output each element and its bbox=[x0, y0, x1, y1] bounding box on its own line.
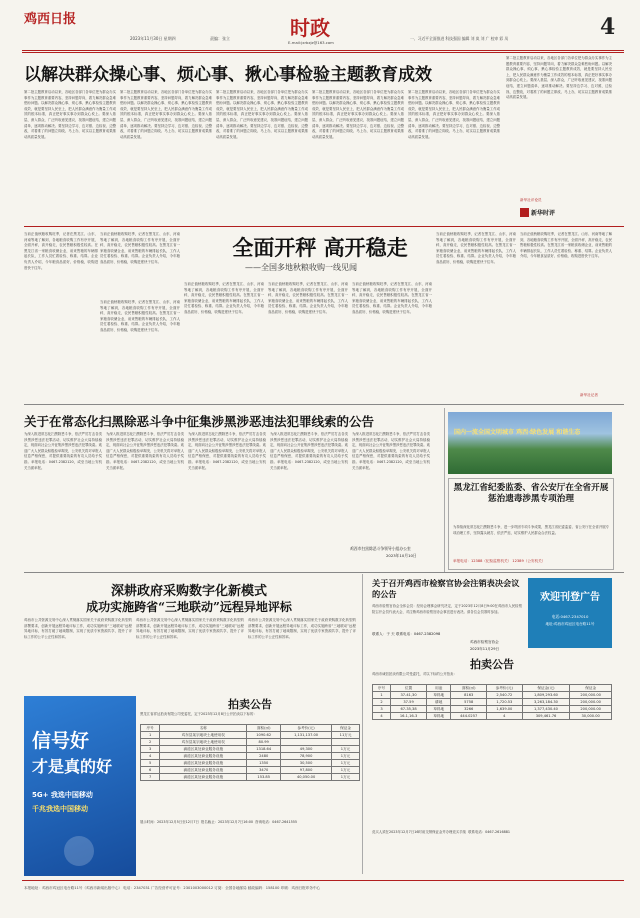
top-story-headline: 以解决群众操心事、烦心事、揪心事检验主题教育成效 bbox=[24, 65, 432, 85]
ad-phone: 电话:0467-2347010 bbox=[551, 614, 589, 619]
table-cell: 2,540.72 bbox=[487, 692, 523, 699]
table-header: 保证金 bbox=[332, 725, 360, 732]
table-cell: 3 bbox=[373, 706, 391, 713]
table-cell: 11万元 bbox=[332, 732, 360, 739]
table-cell: 4 bbox=[487, 713, 523, 720]
mobile-ad-logo-icon bbox=[64, 836, 94, 866]
table-cell: 200,000.00 bbox=[570, 692, 612, 699]
table-cell: 1万元 bbox=[332, 746, 360, 753]
auction-right-title: 拍卖公告 bbox=[470, 658, 514, 671]
table-cell: 444.0257 bbox=[451, 713, 487, 720]
table-cell: 40,050.00 bbox=[281, 774, 332, 781]
table-cell: 2 bbox=[373, 699, 391, 706]
table-cell: 309,461.76 bbox=[522, 713, 570, 720]
table-cell: 草料地 bbox=[427, 706, 451, 713]
table-cell bbox=[332, 739, 360, 746]
feature-body-col-6: 当前正值秋粮收购旺季，记者在黑龙江、山东、河南等地了解到，各地粮食收购工作有序开展，全面开秤，高开稳走，农民售粮积极性较高。在黑龙江省一家粮食收储企业，前来售粮的车辆排起长队，工作人员忙着检验、称重、结算。企业负责人介绍，今年粮食品质好、价格稳，收购进度快于往年。 bbox=[520, 232, 612, 259]
notice-col-3: 为深入推进常态化扫黑除恶斗争，依法严厉打击各类涉黑涉恶违法犯罪活动，切实维护社会大局持续稳定，现面向社会公开征集涉黑涉恶违法犯罪线索。欢迎广大人民群众积极检举揭发，公安机关将对举报人信息严格保密，对提供重要线索的有功人员给予奖励。举报电话：0467-2382120，或至当地公安机关当面举报。 bbox=[188, 432, 266, 470]
feature-body-col-1: 当前正值秋粮收购旺季，记者在黑龙江、山东、河南等地了解到，各地粮食收购工作有序开展，全面开秤，高开稳走，农民售粮积极性较高。在黑龙江省一家粮食收储企业，前来售粮的车辆排起长队，工作人员忙着检验、称重、结算。企业负责人介绍，今年粮食品质好、价格稳，收购进度快于往年。 bbox=[100, 300, 180, 332]
ad-address: 地址:鸡西市鸡冠区电台路11号 bbox=[545, 622, 595, 626]
table-cell: 1,809,293.60 bbox=[522, 692, 570, 699]
notice-col-5: 为深入推进常态化扫黑除恶斗争，依法严厉打击各类涉黑涉恶违法犯罪活动，切实维护社会大局持续稳定，现面向社会公开征集涉黑涉恶违法犯罪线索。欢迎广大人民群众积极检举揭发，公安机关将对举报人信息严格保密，对提供重要线索的有功人员给予奖励。举报电话：0467-2382120，或至当地公安机关当面举报。 bbox=[352, 432, 430, 470]
feature-body-col-5: 当前正值秋粮收购旺季，记者在黑龙江、山东、河南等地了解到，各地粮食收购工作有序开展，全面开秤，高开稳走，农民售粮积极性较高。在黑龙江省一家粮食收储企业，前来售粮的车辆排起长队，工作人员忙着检验、称重、结算。企业负责人介绍，今年粮食品质好、价格稳，收购进度快于往年。 bbox=[436, 232, 516, 264]
xinhua-label: 新华时评 bbox=[531, 209, 556, 217]
table-cell: 草料地 bbox=[427, 713, 451, 720]
feature-subhead: ——全国多地秋粮收购一线见闻 bbox=[245, 263, 357, 272]
procurement-headline-1: 深耕政府采购数字化新模式 bbox=[110, 584, 267, 599]
table-cell: 200,000.00 bbox=[570, 706, 612, 713]
table-cell: 5758 bbox=[451, 699, 487, 706]
top-story-byline: 新华社评论员 bbox=[520, 198, 542, 202]
newspaper-logo: 鸡西日报 bbox=[24, 12, 77, 27]
table-cell: 5 bbox=[141, 760, 160, 767]
table-cell: 滴道区某处商业服务设施 bbox=[160, 746, 247, 753]
masthead bbox=[0, 0, 640, 52]
table-cell: 鸡东县某宗地块土地使用权 bbox=[160, 732, 247, 739]
table-cell: 滴道区某处商业服务设施 bbox=[160, 767, 247, 774]
table-cell: 1 bbox=[141, 732, 160, 739]
notice-col-4: 为深入推进常态化扫黑除恶斗争，依法严厉打击各类涉黑涉恶违法犯罪活动，切实维护社会大局持续稳定，现面向社会公开征集涉黑涉恶违法犯罪线索。欢迎广大人民群众积极检举揭发，公安机关将对举报人信息严格保密，对提供重要线索的有功人员给予奖励。举报电话：0467-2382120，或至当地公安机关当面举报。 bbox=[270, 432, 348, 470]
table-cell: 78,900 bbox=[281, 753, 332, 760]
notice-headline: 关于在常态化扫黑除恶斗争中征集涉黑涉恶违法犯罪线索的公告 bbox=[24, 414, 375, 429]
heilongjiang-phone: 举报电话：12388（纪检监察机关） 12389（公安机关） bbox=[453, 559, 546, 563]
top-story-col-6: 第二批主题教育启动以来，各地区各部门各单位把为群众办实事作为主题教育重要内容，坚持问题导向，着力解决群众急难愁盼问题。以解决群众操心事、烦心事、揪心事检验主题教育成效，就是要坚持人民至上，把人民群众满意作为衡量工作成效的根本标准，真正把好事实事办到群众心坎上。要深入基层、深入群众，广泛听取意见建议，找准问题症结，建立问题清单，逐项推动解决。要坚持边学习、边对照、边检视、边整改，对看准了的问题立即改、马上办，切实以主题教育成果推动高质量发展。 bbox=[506, 56, 612, 100]
feature-body-col-3: 当前正值秋粮收购旺季，记者在黑龙江、山东、河南等地了解到，各地粮食收购工作有序开展，全面开秤，高开稳走，农民售粮积极性较高。在黑龙江省一家粮食收储企业，前来售粮的车辆排起长队，工作人员忙着检验、称重、结算。企业负责人介绍，今年粮食品质好、价格稳，收购进度快于往年。 bbox=[268, 282, 348, 314]
mobile-ad-slogan: 千兆我选中国移动 bbox=[32, 805, 88, 813]
table-row bbox=[373, 692, 612, 699]
xinhua-commentary-logo bbox=[520, 206, 580, 218]
prosecutor-date: 2023年11月29日 bbox=[470, 647, 500, 651]
table-header: 名称 bbox=[160, 725, 247, 732]
feature-body-col-2: 当前正值秋粮收购旺季，记者在黑龙江、山东、河南等地了解到，各地粮食收购工作有序开展，全面开秤，高开稳走，农民售粮积极性较高。在黑龙江省一家粮食收储企业，前来售粮的车辆排起长队，工作人员忙着检验、称重、结算。企业负责人介绍，今年粮食品质好、价格稳，收购进度快于往年。 bbox=[184, 282, 264, 314]
top-story-col-1: 第二批主题教育启动以来，各地区各部门各单位把为群众办实事作为主题教育重要内容，坚持问题导向，着力解决群众急难愁盼问题。以解决群众操心事、烦心事、揪心事检验主题教育成效，就是要坚持人民至上，把人民群众满意作为衡量工作成效的根本标准，真正把好事实事办到群众心坎上。要深入基层、深入群众，广泛听取意见建议，找准问题症结，建立问题清单，逐项推动解决。要坚持边学习、边对照、边检视、边整改，对看准了的问题立即改、马上办，切实以主题教育成果推动高质量发展。 bbox=[24, 90, 116, 139]
feature-headline: 全面开秤 高开稳走 bbox=[232, 235, 408, 260]
table-row bbox=[141, 739, 360, 746]
heilongjiang-headline: 黑龙江省纪委监委、省公安厅在全省开展惩治遗毒涉黑专项治理 bbox=[453, 483, 609, 504]
prosecutor-contact: 联系人：于 天 联系电话：0467-2382098 bbox=[372, 632, 441, 636]
prosecutor-body: 鸡西市检察官协会全体会员：经协会理事会研究决定，定于2023年12月8日9:00在鸡西市人民检察院召开会员代表大会，对注销鸡西市检察官协会事宜进行表决。请各位会员准时参加。 bbox=[372, 604, 522, 614]
table-cell: 200,000.00 bbox=[570, 699, 612, 706]
table-row bbox=[373, 713, 612, 720]
table-cell: 1万元 bbox=[332, 760, 360, 767]
table-header: 序号 bbox=[373, 685, 391, 692]
table-cell: 1 bbox=[373, 692, 391, 699]
table-cell: 滴道区某处商业服务设施 bbox=[160, 774, 247, 781]
table-cell: 1318.64 bbox=[247, 746, 281, 753]
table-cell: 3470 bbox=[247, 767, 281, 774]
table-cell: 滴道区某处商业服务设施 bbox=[160, 753, 247, 760]
ad-title: 欢迎刊登广告 bbox=[540, 592, 600, 603]
table-cell: 耕地 bbox=[427, 699, 451, 706]
table-header: 保证金 bbox=[570, 685, 612, 692]
heilongjiang-box bbox=[448, 478, 614, 570]
table-row bbox=[141, 767, 360, 774]
table-header: 位置 bbox=[390, 685, 426, 692]
table-header: 保证金(元) bbox=[522, 685, 570, 692]
table-cell: 67-35,38 bbox=[390, 706, 426, 713]
table-cell: 30,000.00 bbox=[570, 713, 612, 720]
table-cell: 153.85 bbox=[247, 774, 281, 781]
table-header: 用途 bbox=[427, 685, 451, 692]
section-title: 时政 bbox=[290, 16, 330, 40]
auction-right-header-row bbox=[373, 685, 612, 692]
notice-col-1: 为深入推进常态化扫黑除恶斗争，依法严厉打击各类涉黑涉恶违法犯罪活动，切实维护社会大局持续稳定，现面向社会公开征集涉黑涉恶违法犯罪线索。欢迎广大人民群众积极检举揭发，公安机关将对举报人信息严格保密，对提供重要线索的有功人员给予奖励。举报电话：0467-2382120，或至当地公安机关当面举报。 bbox=[24, 432, 102, 470]
table-cell: 3,263,184.30 bbox=[522, 699, 570, 706]
table-header: 面积(㎡) bbox=[451, 685, 487, 692]
heilongjiang-body: 为持续深化常态化扫黑除恶斗争，进一步巩固专项斗争成果，黑龙江省纪委监委、省公安厅在全省开展专项治理工作，坚持露头就打、依法严惩，切实维护人民群众合法权益。 bbox=[453, 525, 609, 535]
procurement-col-3: 鸡西市公共资源交易中心深入贯彻落实国家关于政府采购数字化转型的部署要求，创新开展远程异地评标工作，成功实施跨省“三地联动”远程异地评标，有效打破了地域限制，实现了优质专家资源共享，提升了评标工作的公平公正性和效率。 bbox=[248, 618, 356, 639]
auction-left-intro: 黑龙江省祥达拍卖有限公司受委托，定于2023年12月8日公开拍卖以下标的： bbox=[140, 712, 257, 716]
table-cell: 1,377,430.40 bbox=[522, 706, 570, 713]
top-story-col-4: 第二批主题教育启动以来，各地区各部门各单位把为群众办实事作为主题教育重要内容，坚持问题导向，着力解决群众急难愁盼问题。以解决群众操心事、烦心事、揪心事检验主题教育成效，就是要坚持人民至上，把人民群众满意作为衡量工作成效的根本标准，真正把好事实事办到群众心坎上。要深入基层、深入群众，广泛听取意见建议，找准问题症结，建立问题清单，逐项推动解决。要坚持边学习、边对照、边检视、边整改，对看准了的问题立即改、马上办，切实以主题教育成果推动高质量发展。 bbox=[312, 90, 404, 139]
section-email: E-mail:jxrbzjz@163.com bbox=[288, 40, 334, 45]
auction-left-header-row bbox=[141, 725, 360, 732]
table-row bbox=[141, 746, 360, 753]
procurement-col-2: 鸡西市公共资源交易中心深入贯彻落实国家关于政府采购数字化转型的部署要求，创新开展远程异地评标工作，成功实施跨省“三地联动”远程异地评标，有效打破了地域限制，实现了优质专家资源共享，提升了评标工作的公平公正性和效率。 bbox=[136, 618, 244, 639]
feature-body-col-4: 当前正值秋粮收购旺季，记者在黑龙江、山东、河南等地了解到，各地粮食收购工作有序开展，全面开秤，高开稳走，农民售粮积极性较高。在黑龙江省一家粮食收储企业，前来售粮的车辆排起长队，工作人员忙着检验、称重、结算。企业负责人介绍，今年粮食品质好、价格稳，收购进度快于往年。 bbox=[352, 282, 432, 314]
table-row bbox=[141, 760, 360, 767]
auction-left-title: 拍卖公告 bbox=[228, 698, 272, 711]
table-cell: 97,800 bbox=[281, 767, 332, 774]
feature-credit: 新华社记者 bbox=[580, 393, 598, 397]
table-cell: 37-59 bbox=[390, 699, 426, 706]
procurement-headline-2: 成功实施跨省“三地联动”远程异地评标 bbox=[86, 600, 292, 614]
table-cell: 1万元 bbox=[332, 753, 360, 760]
table-cell: 2 bbox=[141, 739, 160, 746]
table-cell: 6 bbox=[141, 767, 160, 774]
ad-box bbox=[528, 578, 612, 648]
auction-right-table bbox=[372, 684, 612, 720]
notice-signature: 鸡西市扫黑除恶斗争领导小组办公室 bbox=[350, 546, 411, 551]
feature-left-col-2: 当前正值秋粮收购旺季，记者在黑龙江、山东、河南等地了解到，各地粮食收购工作有序开展，全面开秤，高开稳走，农民售粮积极性较高。在黑龙江省一家粮食收储企业，前来售粮的车辆排起长队，工作人员忙着检验、称重、结算。企业负责人介绍，今年粮食品质好、价格稳，收购进度快于往年。 bbox=[100, 232, 180, 264]
table-header: 参考价(元) bbox=[487, 685, 523, 692]
table-row bbox=[373, 706, 612, 713]
photo-caption: 国内一流全国文明城市 鸡西·绿色发展 和谐生态 bbox=[454, 429, 581, 436]
top-story-col-3: 第二批主题教育启动以来，各地区各部门各单位把为群众办实事作为主题教育重要内容，坚持问题导向，着力解决群众急难愁盼问题。以解决群众操心事、烦心事、揪心事检验主题教育成效，就是要坚持人民至上，把人民群众满意作为衡量工作成效的根本标准，真正把好事实事办到群众心坎上。要深入基层、深入群众，广泛听取意见建议，找准问题症结，建立问题清单，逐项推动解决。要坚持边学习、边对照、边检视、边整改，对看准了的问题立即改、马上办，切实以主题教育成果推动高质量发展。 bbox=[216, 90, 308, 139]
procurement-col-1: 鸡西市公共资源交易中心深入贯彻落实国家关于政府采购数字化转型的部署要求，创新开展远程异地评标工作，成功实施跨省“三地联动”远程异地评标，有效打破了地域限制，实现了优质专家资源共享，提升了评标工作的公平公正性和效率。 bbox=[24, 618, 132, 639]
table-cell: 37-41,30 bbox=[390, 692, 426, 699]
notice-date: 2023年10月10日 bbox=[386, 553, 417, 558]
table-cell: 16-1,16-3 bbox=[390, 713, 426, 720]
prosecutor-headline: 关于召开鸡西市检察官协会注销表决会议的公告 bbox=[372, 578, 520, 599]
table-cell: 1万元 bbox=[332, 774, 360, 781]
mobile-ad-tag: 5G+ 我选中国移动 bbox=[32, 791, 93, 799]
table-header: 面积(㎡) bbox=[247, 725, 281, 732]
table-cell: 1万元 bbox=[332, 767, 360, 774]
mobile-ad bbox=[24, 696, 136, 876]
auction-left-table bbox=[140, 724, 360, 781]
table-cell: 4 bbox=[141, 753, 160, 760]
table-row bbox=[141, 732, 360, 739]
table-cell: 滴道区某处商业服务设施 bbox=[160, 760, 247, 767]
table-row bbox=[373, 699, 612, 706]
table-cell: 1350 bbox=[247, 760, 281, 767]
editor-line: 责编：张立 bbox=[210, 36, 230, 41]
table-cell: 80.99 bbox=[247, 739, 281, 746]
table-cell: 49,300 bbox=[281, 746, 332, 753]
notice-col-2: 为深入推进常态化扫黑除恶斗争，依法严厉打击各类涉黑涉恶违法犯罪活动，切实维护社会大局持续稳定，现面向社会公开征集涉黑涉恶违法犯罪线索。欢迎广大人民群众积极检举揭发，公安机关将对举报人信息严格保密，对提供重要线索的有功人员给予奖励。举报电话：0467-2382120，或至当地公安机关当面举报。 bbox=[106, 432, 184, 470]
table-cell: 7 bbox=[141, 774, 160, 781]
page-number: 4 bbox=[600, 14, 616, 40]
table-cell: 鸡东县某宗地块土地使用权 bbox=[160, 739, 247, 746]
table-cell: 1090.62 bbox=[247, 732, 281, 739]
table-cell: 草料地 bbox=[427, 692, 451, 699]
table-cell: 8163 bbox=[451, 692, 487, 699]
table-cell: 1,131,137.00 bbox=[281, 732, 332, 739]
mobile-ad-line1: 信号好 bbox=[32, 730, 90, 752]
table-cell: 1,639.00 bbox=[487, 706, 523, 713]
table-cell bbox=[281, 739, 332, 746]
page-footer: 本报地址：鸡西市鸡冠区电台路11号（鸡西市新闻出版中心） 电话：2347031 广告经营许可证号：2301003000012 订阅：全国各地邮局 邮政编码：158100 印刷：鸡西日报印务中心 bbox=[24, 886, 321, 890]
feature-left-col-1: 当前正值秋粮收购旺季，记者在黑龙江、山东、河南等地了解到，各地粮食收购工作有序开展，全面开秤，高开稳走，农民售粮积极性较高。在黑龙江省一家粮食收储企业，前来售粮的车辆排起长队，工作人员忙着检验、称重、结算。企业负责人介绍，今年粮食品质好、价格稳，收购进度快于往年。 bbox=[24, 232, 98, 270]
table-cell: 3 bbox=[141, 746, 160, 753]
table-cell: 30,500 bbox=[281, 760, 332, 767]
table-header: 参考价(元) bbox=[281, 725, 332, 732]
date-line: 2023年11月30日 星期四 bbox=[130, 36, 176, 41]
table-cell: 1,720.53 bbox=[487, 699, 523, 706]
table-cell: 4 bbox=[373, 713, 391, 720]
auction-left-footer: 展示时间：2023年12月5日至12月7日 报名截止：2023年12月7日16:00 咨询电话：0467-2641555 bbox=[140, 820, 298, 824]
table-cell: 3266 bbox=[451, 706, 487, 713]
top-story-col-5: 第二批主题教育启动以来，各地区各部门各单位把为群众办实事作为主题教育重要内容，坚持问题导向，着力解决群众急难愁盼问题。以解决群众操心事、烦心事、揪心事检验主题教育成效，就是要坚持人民至上，把人民群众满意作为衡量工作成效的根本标准，真正把好事实事办到群众心坎上。要深入基层、深入群众，广泛听取意见建议，找准问题症结，建立问题清单，逐项推动解决。要坚持边学习、边对照、边检视、边整改，对看准了的问题立即改、马上办，切实以主题教育成果推动高质量发展。 bbox=[408, 90, 500, 139]
table-cell: 2480 bbox=[247, 753, 281, 760]
table-header: 序号 bbox=[141, 725, 160, 732]
auction-right-intro: 鸡西市诚信拍卖有限公司受委托，对以下标的公开拍卖： bbox=[372, 672, 457, 676]
xinhua-icon bbox=[520, 208, 529, 217]
city-photo bbox=[448, 412, 612, 474]
table-row bbox=[141, 774, 360, 781]
right-info: 一、习近平全面推进 科技强国 编辑 刘 岚 刘 广 校审 彩 凤 bbox=[410, 36, 509, 41]
table-row bbox=[141, 753, 360, 760]
auction-right-footer: 竞买人须在2023年12月7日16时前交纳保证金并办理竞买手续 联系电话：0467-2616881 bbox=[372, 830, 511, 834]
mobile-ad-line2: 才是真的好 bbox=[32, 757, 113, 776]
top-story-col-2: 第二批主题教育启动以来，各地区各部门各单位把为群众办实事作为主题教育重要内容，坚持问题导向，着力解决群众急难愁盼问题。以解决群众操心事、烦心事、揪心事检验主题教育成效，就是要坚持人民至上，把人民群众满意作为衡量工作成效的根本标准，真正把好事实事办到群众心坎上。要深入基层、深入群众，广泛听取意见建议，找准问题症结，建立问题清单，逐项推动解决。要坚持边学习、边对照、边检视、边整改，对看准了的问题立即改、马上办，切实以主题教育成果推动高质量发展。 bbox=[120, 90, 212, 139]
prosecutor-signature: 鸡西市检察官协会 bbox=[470, 640, 499, 644]
